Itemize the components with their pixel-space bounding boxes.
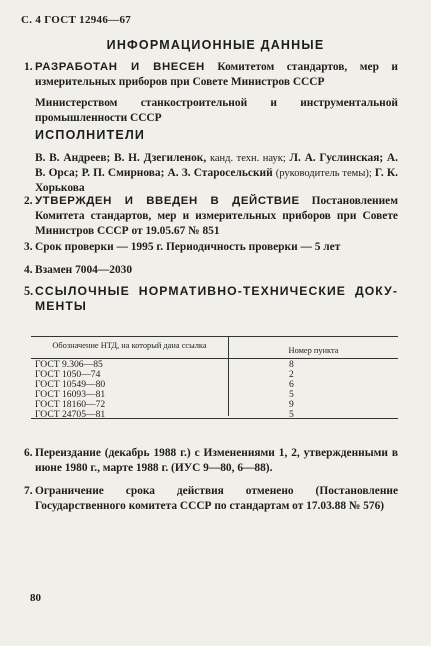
table-row: ГОСТ 9.306—85 — [35, 359, 103, 370]
executors-list — [35, 151, 398, 196]
section-4 — [24, 263, 398, 278]
section-5 — [24, 284, 398, 314]
section-1-number: 1. — [24, 61, 33, 73]
table-row: ГОСТ 10549—80 — [35, 379, 106, 390]
section-2-number: 2. — [24, 195, 33, 207]
table-row: ГОСТ 18160—72 — [35, 399, 106, 410]
section-5-number: 5. — [24, 284, 34, 298]
table-row: ГОСТ 1050—74 — [35, 369, 101, 380]
table-cell-item: 8 — [289, 359, 294, 370]
executors-names-a: В. В. Андреев; В. Н. Дзегиленок, — [35, 152, 207, 164]
table-row: ГОСТ 16093—81 — [35, 389, 106, 400]
section-1-paragraph-2: Министерством станкостроительной и инструментальной промышленности СССР — [35, 97, 398, 124]
page-number: 80 — [30, 592, 41, 604]
section-2-lead: УТВЕРЖДЕН И ВВЕДЕН В ДЕЙСТВИЕ — [35, 195, 300, 207]
section-5-lead-line-1: ССЫЛОЧНЫЕ НОРМАТИВНО-ТЕХНИЧЕСКИЕ ДОКУ- — [35, 284, 398, 298]
table-cell-item: 2 — [289, 369, 294, 380]
executors-names-b: Л. А. Гуслинская; А. В. Орса; Р. П. Смирнова; А. З. Старосельский — [35, 152, 399, 179]
section-7 — [24, 484, 398, 514]
section-1-text: Комитетом стандартов, мер и измерительных приборов при Совете Министров СССР — [35, 61, 398, 88]
table-header-item-number: Номер пункта — [288, 346, 339, 355]
section-1 — [24, 60, 398, 90]
section-2 — [24, 194, 398, 239]
section-4-text: Взамен 7004—2030 — [35, 264, 133, 276]
section-3-number: 3. — [24, 241, 33, 253]
page-header: С. 4 ГОСТ 12946—67 — [21, 14, 132, 26]
section-6-number: 6. — [24, 447, 33, 459]
section-5-lead-line-2: МЕНТЫ — [35, 299, 87, 313]
section-2-text: Постановлением Комитета стандартов, мер и измерительных приборов при Совете Министров СССР от 19.05.67 № 851 — [35, 195, 398, 237]
section-4-number: 4. — [24, 264, 33, 276]
section-1-lead: РАЗРАБОТАН И ВНЕСЕН — [35, 61, 205, 73]
document-title: ИНФОРМАЦИОННЫЕ ДАННЫЕ — [106, 38, 325, 52]
section-7-number: 7. — [24, 485, 33, 497]
table-cell-item: 9 — [289, 399, 294, 410]
table-cell-item: 6 — [289, 379, 294, 390]
table-header-document: Обозначение НТД, на который дана ссылка — [52, 341, 207, 350]
section-6 — [24, 446, 398, 476]
section-7-text: Ограничение срока действия отменено (Постановление Государственного комитета СССР по стандартам от 17.03.88 № 576) — [35, 485, 398, 512]
section-3-text: Срок проверки — 1995 г. Периодичность проверки — 5 лет — [35, 241, 341, 253]
table-top-rule — [31, 336, 398, 337]
executors-role: (руководитель темы); — [275, 168, 372, 179]
executors-names-c: Г. К. Хорькова — [35, 167, 398, 194]
table-cell-item: 5 — [289, 409, 294, 420]
executors-heading: ИСПОЛНИТЕЛИ — [35, 128, 146, 142]
section-6-text: Переиздание (декабрь 1988 г.) с Изменениями 1, 2, утвержденными в июне 1980 г., марте 1988 г. (ИУС 9—80, 6—88). — [35, 447, 398, 474]
section-3 — [24, 240, 398, 255]
table-row: ГОСТ 24705—81 — [35, 409, 106, 420]
executors-degree: канд. техн. наук; — [209, 153, 286, 164]
table-cell-item: 5 — [289, 389, 294, 400]
